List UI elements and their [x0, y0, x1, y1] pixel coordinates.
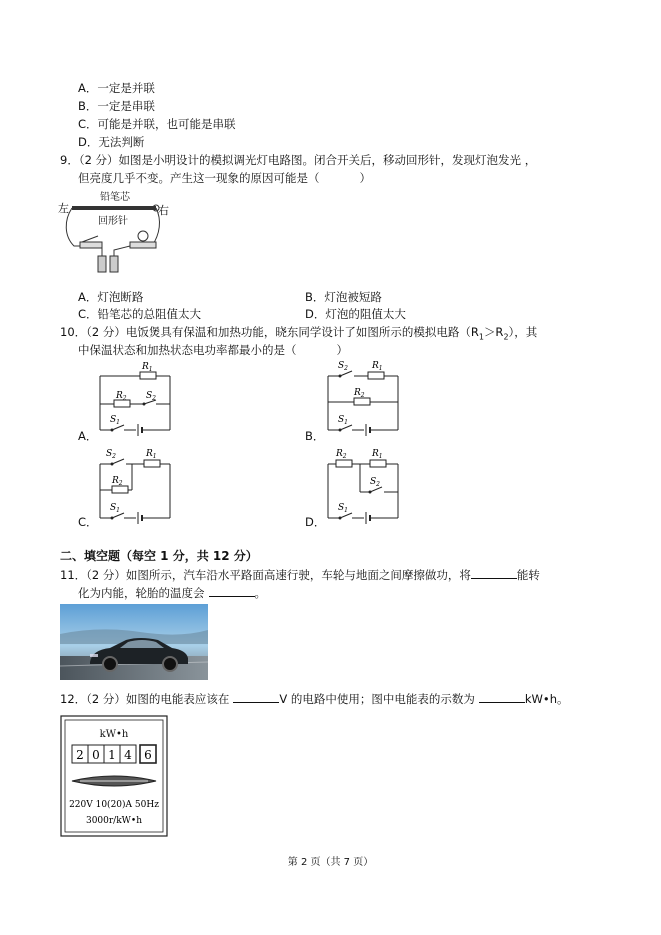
q11-stem-line1: [60, 566, 540, 583]
q10b-s1-sub: 1: [344, 419, 348, 426]
q11-text-a: 11．（2 分）如图所示，汽车沿水平路面高速行驶，车轮与地面之间摩擦做功，将: [60, 568, 471, 582]
q10d-r2-label: R: [336, 449, 343, 459]
meter-digit-1: 2: [76, 748, 84, 762]
battery-2: [110, 256, 118, 272]
q10-label-b: B．: [305, 429, 325, 443]
svg-text:S1: [338, 415, 348, 426]
svg-text:S1: [338, 503, 348, 514]
car-wheel-rear: [163, 657, 177, 671]
q11-stem-line2: [78, 584, 266, 601]
svg-text:R2: [335, 449, 347, 460]
q10-stem-end: ），其: [508, 325, 538, 339]
q10b-s1-label: S: [338, 415, 345, 425]
pencil-lead: [72, 206, 156, 210]
q10a-s2-sub: 2: [152, 395, 156, 402]
q12-text-a: 12．（2 分）如图的电能表应该在: [60, 692, 230, 706]
q10b-r2-sub: 2: [360, 392, 365, 399]
q8-option-a: A．一定是并联: [78, 81, 155, 95]
q10c-s2-label: S: [106, 449, 113, 459]
q8-option-d: D．无法判断: [78, 135, 145, 149]
wire: [66, 208, 88, 246]
q9-fig-label-clip: 回形针: [98, 216, 128, 227]
svg-text:S1: [110, 503, 120, 514]
q10d-r1-sub: 1: [378, 453, 383, 460]
q10a-r2-label: R: [116, 391, 123, 401]
q9-fig-label-left: 左: [58, 202, 69, 215]
q9-option-b: B．灯泡被短路: [305, 290, 382, 304]
q10-stem-mid: ＞R: [483, 325, 504, 339]
q12-text-c: kW•h。: [524, 692, 569, 706]
q10-circuit-b: [320, 356, 404, 438]
meter-unit: kW•h: [99, 729, 129, 740]
car-photo: [60, 604, 208, 680]
q10-sub-1: 1: [478, 332, 484, 342]
q12-text-b: V 的电路中使用；图中电能表的示数为: [279, 692, 475, 706]
q12-blank-1[interactable]: [233, 690, 279, 703]
q10d-s2-label: S: [370, 477, 377, 487]
q10-stem-text2: 中保温状态和加热状态电功率都最小的是（: [78, 343, 297, 357]
q10c-r1-label: R: [146, 449, 153, 459]
q10c-r2-sub: 2: [118, 480, 123, 487]
q10a-s1-label: S: [110, 415, 117, 425]
q10c-s1-sub: 1: [116, 507, 120, 514]
q10c-r1-sub: 1: [152, 453, 157, 460]
q10c-s2-sub: 2: [112, 453, 116, 460]
electric-meter: [60, 715, 168, 837]
q10a-r1-label: R: [142, 362, 149, 372]
q11-text-c: 化为内能，轮胎的温度会: [78, 586, 205, 600]
q9-circuit-figure: [58, 190, 188, 274]
svg-text:S2: [338, 361, 348, 372]
section-2-title: 二、填空题（每空 1 分，共 12 分）: [60, 549, 258, 563]
q9-stem-line2: [78, 170, 371, 186]
q11-text-d: 。: [254, 586, 266, 600]
q10d-r1-label: R: [372, 449, 379, 459]
q9-option-d: D．灯泡的阻值太大: [305, 307, 406, 321]
q8-option-c: C．可能是并联，也可能是串联: [78, 117, 236, 131]
q10a-s1-sub: 1: [116, 419, 120, 426]
q10d-s1-sub: 1: [344, 507, 348, 514]
q11-text-b: 能转: [516, 568, 540, 582]
q10-label-d: D．: [305, 515, 326, 529]
q10c-s1-label: S: [110, 503, 117, 513]
q12-blank-2[interactable]: [479, 690, 525, 703]
q10-sub-2: 2: [503, 332, 509, 342]
svg-text:R2: [111, 476, 123, 487]
meter-digit-3: 1: [108, 748, 116, 762]
meter-digit-2: 0: [92, 748, 100, 762]
q8-option-b: B．一定是串联: [78, 99, 155, 113]
q10d-s2-sub: 2: [376, 481, 380, 488]
q9-fig-label-right: 右: [158, 204, 169, 217]
q10-close-paren: ）: [336, 343, 348, 357]
q10-label-a: A．: [78, 429, 98, 443]
q10a-r1-sub: 1: [148, 366, 153, 373]
q9-close-paren: ）: [359, 171, 371, 185]
q9-stem-line1: 9．（2 分）如图是小明设计的模拟调光灯电路图。闭合开关后，移动回形针，发现灯泡发光 ，: [60, 153, 537, 167]
car-wheel-front: [103, 657, 117, 671]
svg-text:R2: [115, 391, 127, 402]
q10b-r1-label: R: [372, 361, 379, 371]
q12-stem: [60, 690, 569, 707]
q10d-r2-sub: 2: [342, 453, 347, 460]
svg-text:R1: [371, 449, 383, 460]
q9-option-a: A．灯泡断路: [78, 290, 144, 304]
svg-text:R1: [141, 362, 153, 373]
q9-option-c: C．铅笔芯的总阻值太大: [78, 307, 202, 321]
q10d-s1-label: S: [338, 503, 345, 513]
q10-circuit-a: [92, 358, 176, 438]
svg-text:S2: [106, 449, 116, 460]
page-footer: 第 2 页（共 7 页）: [287, 857, 374, 868]
q10b-r2-label: R: [354, 388, 361, 398]
meter-rate: 3000r/kW•h: [85, 816, 143, 826]
svg-text:S1: [110, 415, 120, 426]
q10-circuit-d: [320, 444, 404, 526]
svg-text:R2: [353, 388, 365, 399]
q10-stem-line2: [78, 342, 348, 358]
q11-blank-1[interactable]: [471, 566, 517, 579]
svg-text:R1: [145, 449, 157, 460]
q9-fig-label-pencil: 铅笔芯: [100, 192, 130, 203]
q10c-r2-label: R: [112, 476, 119, 486]
q11-blank-2[interactable]: [209, 584, 255, 597]
meter-digit-5: 6: [144, 748, 152, 762]
bulb-base: [130, 242, 156, 248]
svg-text:R1: [371, 361, 383, 372]
q10b-s2-label: S: [338, 361, 345, 371]
meter-digit-4: 4: [124, 748, 132, 762]
battery-1: [98, 256, 106, 272]
q10-circuit-c: [92, 444, 176, 526]
q9-stem-text: 但亮度几乎不变。产生这一现象的原因可能是（: [78, 171, 320, 185]
svg-text:S2: [370, 477, 380, 488]
q10-stem-text: 10．（2 分）电饭煲具有保温和加热功能，晓东同学设计了如图所示的模拟电路（R: [60, 325, 479, 339]
q10b-s2-sub: 2: [344, 365, 348, 372]
bulb-icon: [138, 231, 148, 241]
q10a-r2-sub: 2: [122, 395, 127, 402]
q10b-r1-sub: 1: [378, 365, 383, 372]
switch-base: [80, 242, 102, 248]
q10a-s2-label: S: [146, 391, 153, 401]
meter-spec: 220V 10(20)A 50Hz: [69, 800, 159, 810]
svg-text:S2: [146, 391, 156, 402]
q10-label-c: C．: [78, 515, 98, 529]
